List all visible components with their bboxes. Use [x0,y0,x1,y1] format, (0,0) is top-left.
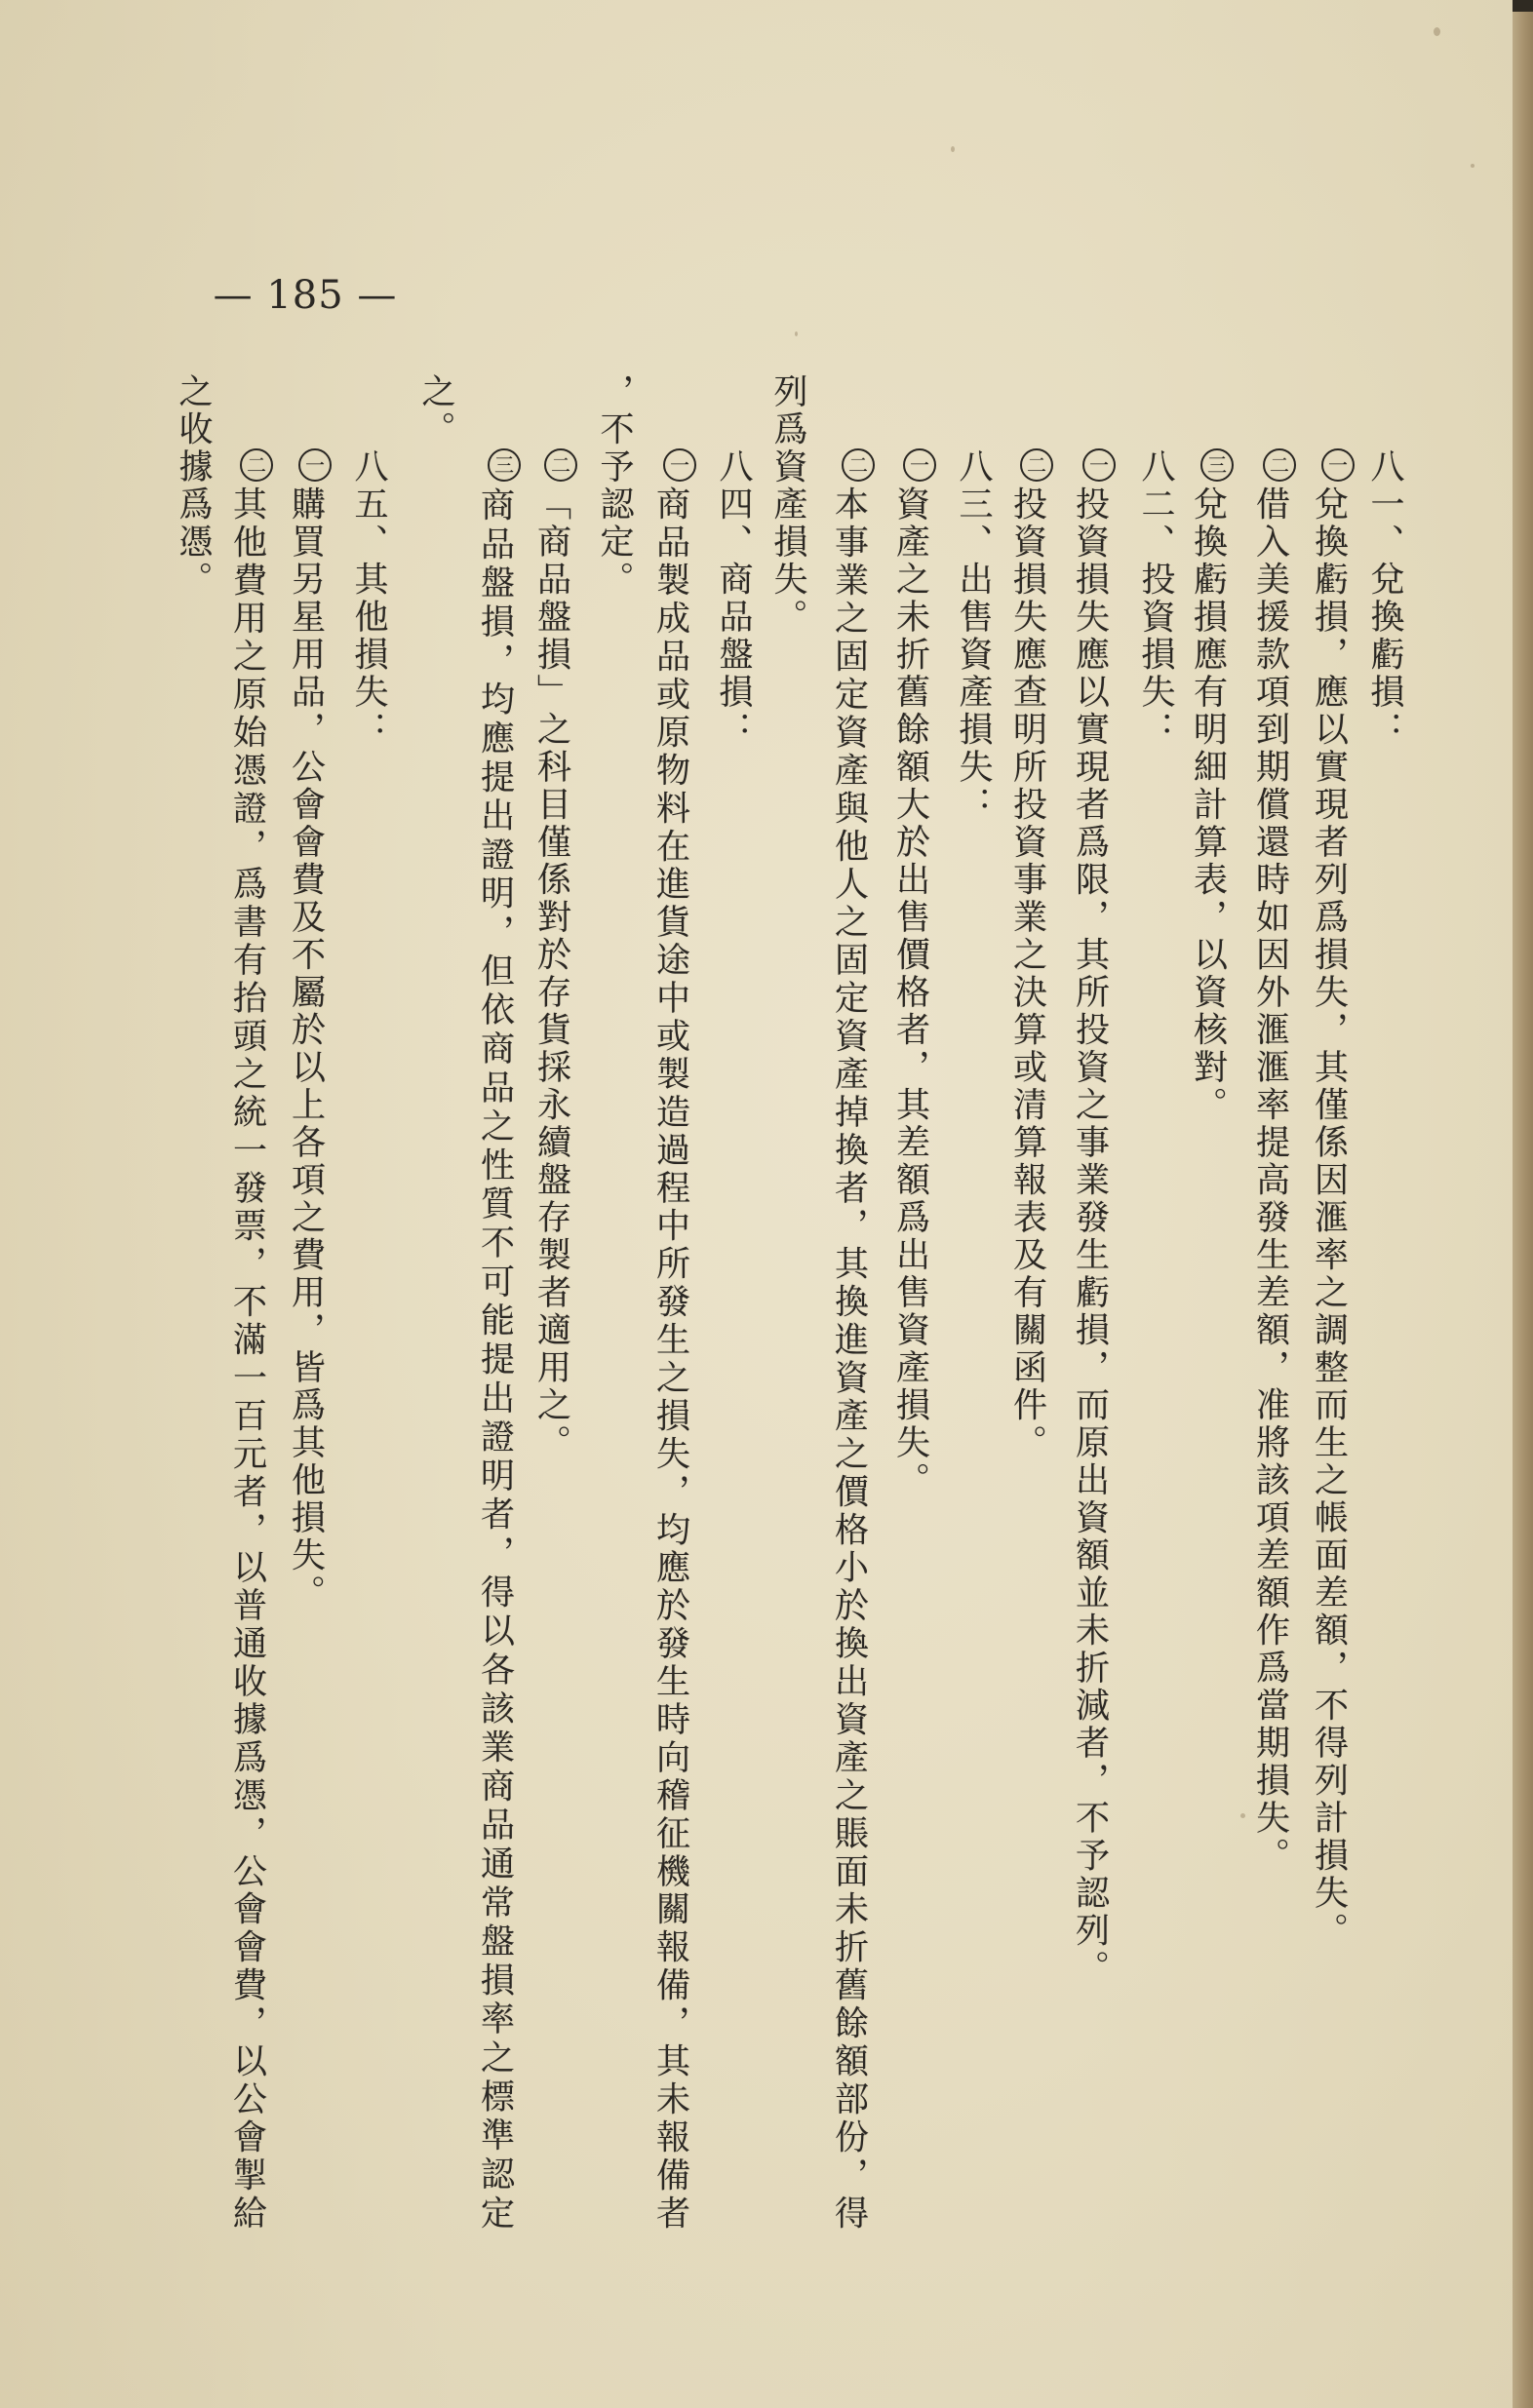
circled-number-icon: 一 [298,448,332,482]
item-text: 投資損失應查明所投資事業之決算或清算報表及有關函件。 [1007,485,1047,1462]
item-81-1 [1309,448,1355,2311]
circled-number-icon: 二 [1263,448,1296,482]
item-text: 商品盤損，均應提出證明，但依商品之性質不可能提出證明者，得以各該業商品通常盤損率之標準認定 [475,485,515,2233]
item-84-3-continuation: 之。 [416,373,455,448]
circled-number-icon: 三 [488,448,521,482]
section-heading-84: 八四、商品盤損： [714,448,753,749]
section-heading-83: 八三、出售資產損失： [954,448,993,824]
item-82-1 [1070,448,1116,2311]
section-heading-85: 八五、其他損失： [349,448,388,749]
item-84-2 [531,448,577,2311]
circled-number-icon: 三 [1200,448,1234,482]
circled-number-icon: 一 [1321,448,1355,482]
page-edge-shadow [1513,0,1533,2408]
item-84-1 [650,448,696,2233]
item-84-1-continuation: ，不予認定。 [595,373,634,599]
item-84-3 [475,448,521,2233]
paper-speck [1471,164,1474,168]
item-83-1 [890,448,936,2311]
circled-number-icon: 二 [842,448,875,482]
page-corner-shadow [1513,0,1533,12]
item-81-3 [1188,448,1234,2311]
circled-number-icon: 二 [544,448,577,482]
item-text: 本事業之固定資產與他人之固定資產掉換者，其換進資產之價格小於換出資產之賬面未折舊餘額部份，得 [829,485,869,2233]
circled-number-icon: 二 [1020,448,1053,482]
item-81-2 [1250,448,1296,2311]
item-82-2 [1007,448,1053,2311]
item-85-1 [286,448,332,2311]
item-text: 兌換虧損，應以實現者列爲損失，其僅係因滙率之調整而生之帳面差額，不得列計損失。 [1309,485,1349,1950]
item-85-2 [227,448,273,2233]
item-text: 「商品盤損」之科目僅係對於存貨採永續盤存製者適用之。 [531,485,571,1462]
item-text: 購買另星用品，公會會費及不屬於以上各項之費用，皆爲其他損失。 [286,485,326,1612]
circled-number-icon: 一 [903,448,936,482]
page-number: — 185 — [213,273,398,318]
circled-number-icon: 一 [1082,448,1116,482]
item-85-2-continuation: 之收據爲憑。 [174,373,213,599]
item-text: 資產之未折舊餘額大於出售價格者，其差額爲出售資產損失。 [890,485,930,1499]
item-text: 兌換虧損應有明細計算表，以資核對。 [1188,485,1228,1124]
paper-speck [1240,1813,1245,1818]
circled-number-icon: 一 [663,448,696,482]
item-text: 借入美援款項到期償還時如因外滙滙率提高發生差額，准將該項差額作爲當期損失。 [1250,485,1290,1875]
section-heading-81: 八一、兌換虧損： [1365,448,1404,749]
circled-number-icon: 二 [240,448,273,482]
item-83-2-continuation: 列爲資產損失。 [768,373,807,637]
item-83-2 [829,448,875,2233]
section-heading-82: 八二、投資損失： [1136,448,1175,749]
item-text: 其他費用之原始憑證，爲書有抬頭之統一發票，不滿一百元者，以普通收據爲憑，公會會費，以公會掣給 [227,485,267,2233]
item-text: 商品製成品或原物料在進貨途中或製造過程中所發生之損失，均應於發生時向稽征機關報備，其未報備者 [650,485,690,2233]
paper-speck [1434,27,1440,36]
item-text: 投資損失應以實現者爲限，其所投資之事業發生虧損，而原出資額並未折減者，不予認列。 [1070,485,1110,1988]
paper-speck [795,331,798,336]
paper-speck [951,146,955,152]
